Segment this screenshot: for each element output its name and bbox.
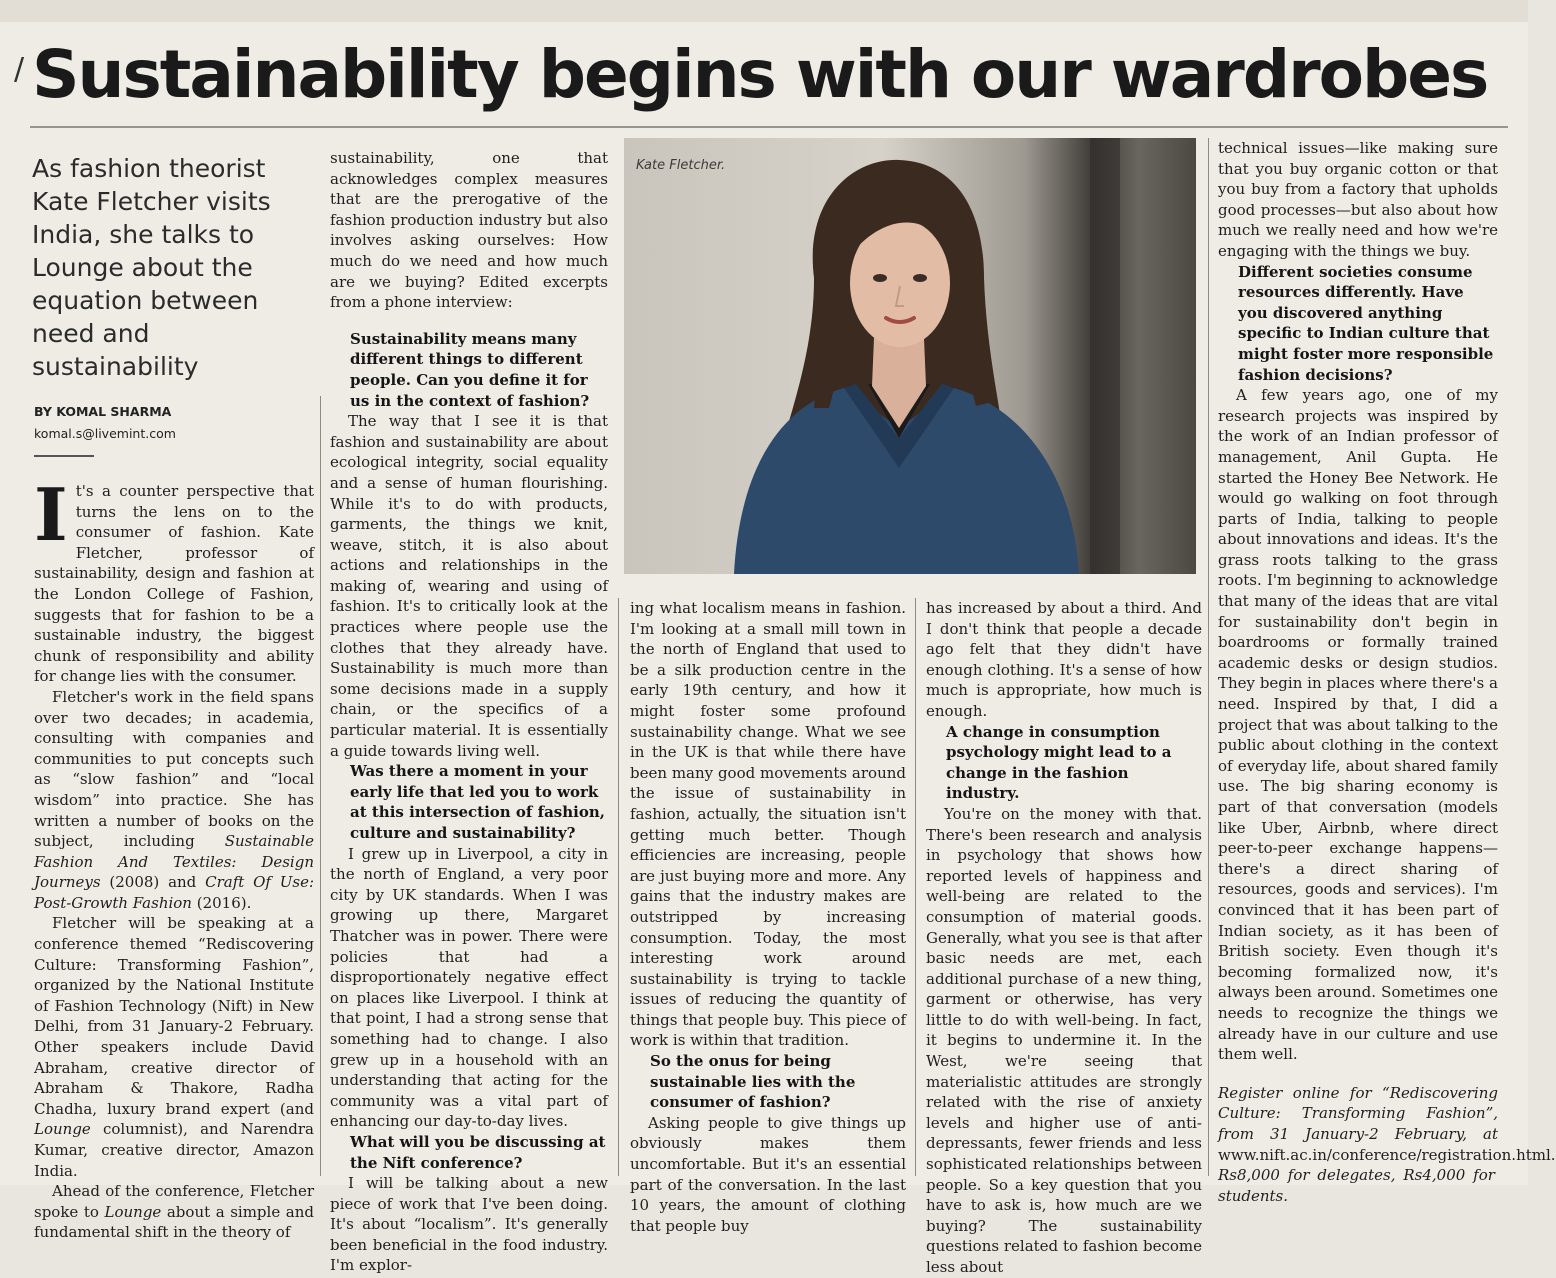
top-margin (0, 0, 1528, 22)
headline-rule (30, 126, 1508, 128)
column-divider (1208, 138, 1209, 1176)
text-run: Rs8,000 for delegates, Rs4,000 for students. (1218, 1166, 1495, 1205)
interview-question: Sustainability means many different things to different people. Can you define it for us in the context of fashion? (350, 329, 590, 410)
registration-url: www.nift.ac.in/conference/registration.html. (1218, 1145, 1556, 1164)
interview-question: So the onus for being sustainable lies with the consumer of fashion? (650, 1052, 856, 1112)
interview-answer: Asking people to give things up obviously makes them uncomfortable. But it's an essential part of the conversation. In the last 10 years, the amount of clothing that people buy (630, 1113, 906, 1235)
column-2 (330, 148, 608, 1276)
byline-rule (34, 455, 94, 457)
text-run: Fletcher's work in the field spans over two decades; in academia, consulting with companies and communities to put concepts such as “slow fashion” and “local wisdom” into practice. She has written a number of books on the subject, including (34, 687, 314, 851)
paragraph: sustainability, one that acknowledges complex measures that are the prerogative of the fashion production industry but also involves asking ourselves: How much do we need and how much are we buying? Edited excerpts from a phone interview: (330, 149, 608, 312)
publication-name: Lounge (104, 1202, 162, 1221)
interview-question: A change in consumption psychology might lead to a change in the fashion industry. (946, 722, 1172, 803)
book-title: Sustainable Fashion And Textiles: Design Journeys (34, 832, 314, 892)
byline: BY KOMAL SHARMA (34, 404, 172, 419)
intro-text: t's a counter perspective that turns the lens on to the consumer of fashion. Kate Fletcher, professor of sustainability, design and fashion at the London College of Fashion, suggests that for fashion to be a sustainable industry, the biggest chunk of responsibility and ability for change lies with the consumer. (34, 482, 314, 686)
headline: Sustainability begins with our wardrobes (32, 36, 1488, 113)
standfirst: As fashion theorist Kate Fletcher visits India, she talks to Lounge about the equation between need and sustainability (32, 154, 271, 381)
portrait-photo (624, 138, 1196, 574)
headline-mark: / (14, 52, 25, 87)
portrait-illustration (624, 138, 1196, 574)
interview-question: Different societies consume resources differently. Have you discovered anything specific to Indian culture that might foster more responsible fashion decisions? (1238, 262, 1494, 384)
interview-question: What will you be discussing at the Nift conference? (350, 1132, 606, 1172)
paragraph: ing what localism means in fashion. I'm looking at a small mill town in the north of England that used to be a silk production centre in the early 19th century, and how it might foster some profound sustainability change. What we see in the UK is that while there have been many good movements around the issue of sustainability in fashion, actually, the situation isn't getting much better. Though efficiencies are increasing, people are just buying more and more. Any gains that the industry makes are outstripped by increasing consumption. Today, the most interesting work around sustainability is trying to tackle issues of reducing the quantity of things that people buy. This piece of work is within that tradition. (630, 599, 906, 1050)
paragraph (34, 1181, 314, 1243)
paragraph (34, 687, 314, 914)
interview-answer: I will be talking about a new piece of work that I've been doing. It's about “localism”. It's generally been beneficial in the food industry. I'm explor- (330, 1174, 608, 1275)
photo-caption: Kate Fletcher. (636, 158, 726, 173)
column-divider (320, 396, 321, 1176)
paragraph (34, 913, 314, 1181)
interview-answer: You're on the money with that. There's been research and analysis in psychology that shows how reported levels of happiness and well-being are related to the consumption of material goods. Generally, what you see is that after basic needs are met, each additional purchase of a new thing, garment or otherwise, has very little to do with well-being. In fact, it begins to undermine it. In the West, we're seeing that materialistic attitudes are strongly related with the rise of anxiety levels and higher use of anti-depressants, fewer friends and less sophisticated relationships between people. So a key question that you have to ask is, how much are we buying? The sustainability questions related to fashion become less about (926, 804, 1202, 1276)
paragraph-intro (34, 472, 314, 687)
publication-name: Lounge (34, 1120, 91, 1139)
column-5 (1218, 138, 1556, 1206)
interview-answer: The way that I see it is that fashion and sustainability are about ecological integrity, social equality and a sense of human flourishing. While it's to do with products, garments, the things we knit, weave, stitch, it is also about actions and relationships in the making of, wearing and using of fashion. It's to critically look at the practices where people use the clothes that they already have. Sustainability is much more than some decisions made in a supply chain, or the specifics of a particular material. It is essentially a guide towards living well. (330, 412, 608, 760)
text-run: about a simple and fundamental shift in the theory of (34, 1202, 314, 1242)
interview-answer: A few years ago, one of my research projects was inspired by the work of an Indian professor of management, Anil Gupta. He started the Honey Bee Network. He would go walking on foot through parts of India, talking to people about innovations and ideas. It's the grass roots talking to the grass roots. I'm beginning to acknowledge that many of the ideas that are vital for sustainability don't begin in boardrooms or formally trained academic desks or design studios. They begin in places where there's a need. Inspired by that, I did a project that was about talking to the public about clothing in the context of everyday life, about shared family use. The big sharing economy is part of that conversation (models like Uber, Airbnb, where direct peer-to-peer exchange happens—there's a direct sharing of resources, goods and services). I'm convinced that it has been part of Indian society, as it has been of British society. Even though it's becoming formalized now, it's always been around. Sometimes one needs to recognize the things we already have in our culture and use them well. (1218, 386, 1498, 1064)
column-divider (915, 598, 916, 1176)
author-email: komal.s@livemint.com (34, 426, 176, 441)
interview-answer: I grew up in Liverpool, a city in the north of England, a very poor city by UK standards. When I was growing up there, Margaret Thatcher was in power. There were policies that had a disproportionately negative effect on places like Liverpool. I think at that point, I had a strong sense that something had to change. I also grew up in a household with an understanding that acting for the community was a vital part of enhancing our day-to-day lives. (330, 844, 608, 1131)
text-run: Register online for “Rediscovering Culture: Transforming Fashion”, from 31 January-2 February, at (1218, 1083, 1498, 1143)
column-1 (34, 472, 315, 1243)
registration-note (1218, 1083, 1556, 1207)
text-run: (2016). (191, 893, 252, 912)
text-run: (2008) and (100, 873, 206, 892)
column-4 (926, 598, 1202, 1278)
interview-question: Was there a moment in your early life that led you to work at this intersection of fashion, culture and sustainability? (350, 762, 605, 842)
book-title: Craft Of Use: Post-Growth Fashion (34, 873, 315, 912)
text-run: Fletcher will be speaking at a conference themed “Rediscovering Culture: Transforming Fashion”, organized by the National Institute of Fashion Technology (Nift) in New Delhi, from 31 January-2 February. Other speakers include David Abraham, creative director of Abraham & Thakore, Radha Chadha, luxury brand expert (and (34, 914, 314, 1118)
text-run: columnist), and Narendra Kumar, creative director, Amazon India. (34, 1120, 314, 1180)
text-run: Ahead of the conference, Fletcher spoke to (34, 1182, 314, 1221)
drop-cap: I (34, 472, 68, 557)
paragraph: has increased by about a third. And I don't think that people a decade ago felt that they didn't have enough clothing. It's a sense of how much is appropriate, how much is enough. (926, 599, 1202, 720)
paragraph: technical issues—like making sure that you buy organic cotton or that you buy from a factory that upholds good processes—but also about how much we really need and how we're engaging with the things we buy. (1218, 139, 1498, 260)
column-divider (618, 598, 619, 1176)
column-3 (630, 598, 906, 1236)
